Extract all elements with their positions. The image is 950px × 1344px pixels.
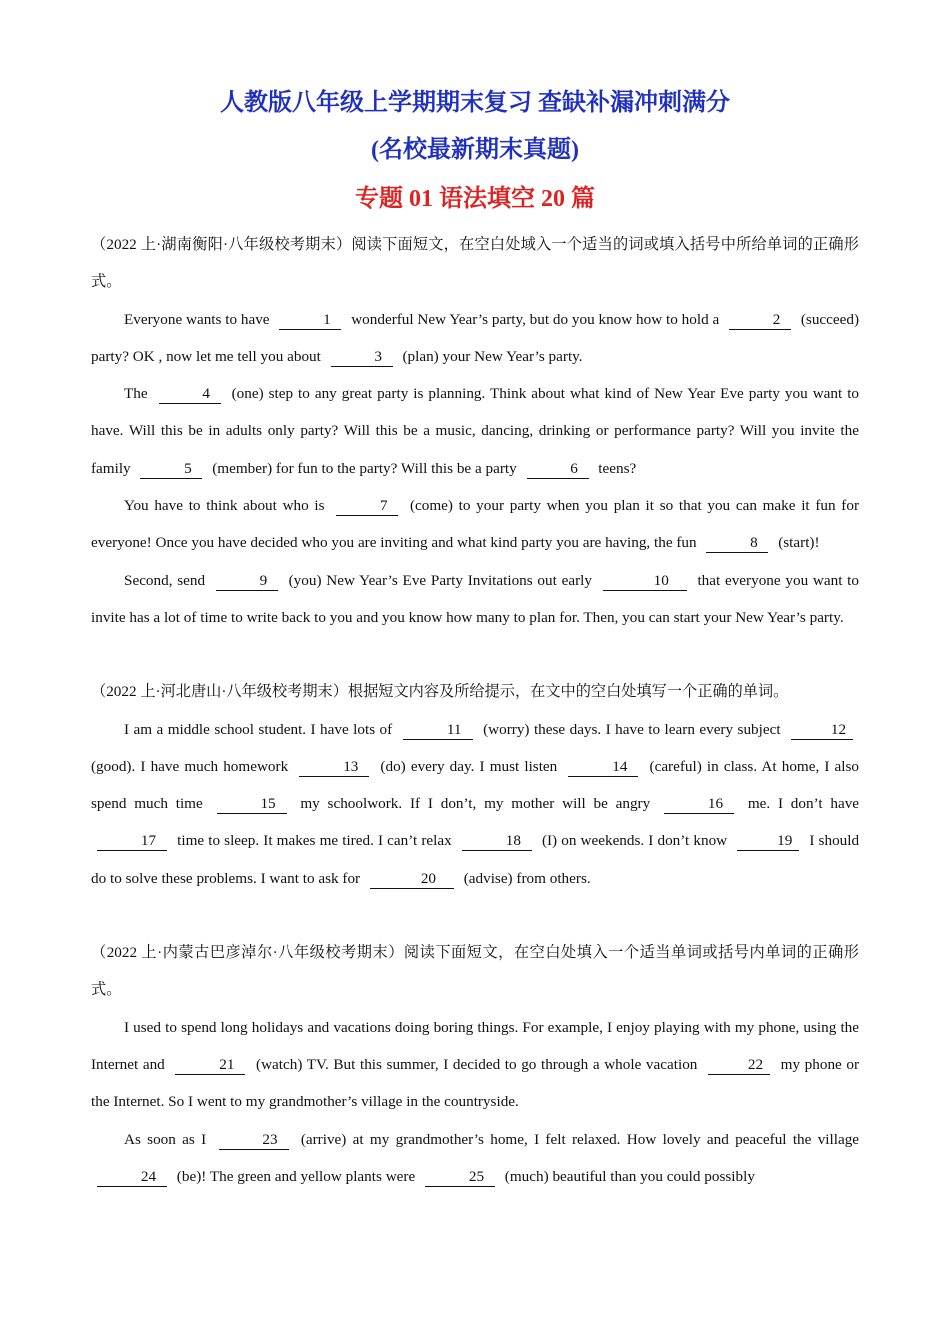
section-1-paragraph-4: Second, send 9 (you) New Year’s Eve Party Invitations out early 10 that everyone you want to invite has a lot of time to write back to you and you know how many to plan for. Then, you can start your New Year’s party.: [91, 571, 859, 626]
blank-15: 15: [217, 795, 287, 814]
section-1-paragraph-1: Everyone wants to have 1 wonderful New Year’s party, but do you know how to hold a 2 (succeed) party? OK , now let me tell you about 3 (plan) your New Year’s party.: [91, 310, 860, 365]
blank-21: 21: [175, 1056, 245, 1075]
main-title: 人教版八年级上学期期末复习 查缺补漏冲刺满分: [220, 90, 730, 116]
document-body: [91, 226, 859, 1195]
section-3-source: （2022 上·内蒙古巴彦淖尔·八年级校考期末）阅读下面短文，在空白处填入一个适当单词或括号内单词的正确形式。: [91, 944, 859, 999]
section-1-paragraph-2: The 4 (one) step to any great party is planning. Think about what kind of New Year Eve party you want to have. Will this be in adults only party? Will this be a music, dancing, drinking or performance party? Will you invite the family 5 (member) for fun to the party? Will this be a party 6 teens?: [91, 385, 860, 477]
section-3-paragraph-1: I used to spend long holidays and vacations doing boring things. For example, I enjoy playing with my phone, using the Internet and 21 (watch) TV. But this summer, I decided to go through a whole vacation 22 my phone or the Internet. So I went to my grandmother’s village in the countryside.: [91, 1018, 860, 1111]
blank-20: 20: [370, 870, 454, 889]
blank-11: 11: [403, 721, 473, 740]
topic-title: 专题 01 语法填空 20 篇: [355, 186, 595, 212]
blank-18: 18: [462, 832, 532, 851]
sub-title: (名校最新期末真题): [371, 137, 579, 163]
blank-10: 10: [603, 572, 687, 591]
blank-3: 3: [331, 348, 393, 367]
blank-5: 5: [140, 460, 202, 479]
blank-16: 16: [664, 795, 734, 814]
blank-2: 2: [729, 311, 791, 330]
blank-22: 22: [708, 1056, 770, 1075]
section-gap: [91, 897, 859, 934]
section-2-paragraph-1: I am a middle school student. I have lots of 11 (worry) these days. I have to learn every subject 12 (good). I have much homework 13 (do) every day. I must listen 14 (careful) in class. At home, I also spend much time 15 my schoolwork. If I don’t, my mother will be angry 16 me. I don’t have 17 time to sleep. It makes me tired. I can’t relax 18 (I) on weekends. I don’t know 19 I should do to solve these problems. I want to ask for 20 (advise) from others.: [91, 720, 860, 887]
blank-24: 24: [97, 1168, 167, 1187]
blank-6: 6: [527, 460, 589, 479]
blank-8: 8: [706, 534, 768, 553]
blank-9: 9: [216, 572, 278, 591]
blank-13: 13: [299, 758, 369, 777]
blank-4: 4: [159, 385, 221, 404]
blank-14: 14: [568, 758, 638, 777]
section-2-source: （2022 上·河北唐山·八年级校考期末）根据短文内容及所给提示，在文中的空白处填写一个正确的单词。: [91, 683, 789, 701]
blank-1: 1: [279, 311, 341, 330]
blank-23: 23: [219, 1131, 289, 1150]
section-1-paragraph-3: You have to think about who is 7 (come) to your party when you plan it so that you can make it fun for everyone! Once you have decided who you are inviting and what kind party you are having, the fun 8 (start)!: [91, 497, 859, 552]
section-3-paragraph-2: As soon as I 23 (arrive) at my grandmother’s home, I felt relaxed. How lovely and peaceful the village 24 (be)! The green and yellow plants were 25 (much) beautiful than you could possibly: [91, 1121, 859, 1196]
blank-12: 12: [791, 721, 853, 740]
blank-25: 25: [425, 1168, 495, 1187]
blank-19: 19: [737, 832, 799, 851]
section-gap: [91, 636, 859, 673]
section-1-source: （2022 上·湖南衡阳·八年级校考期末）阅读下面短文，在空白处域入一个适当的词或填入括号中所给单词的正确形式。: [91, 236, 859, 291]
blank-17: 17: [97, 832, 167, 851]
blank-7: 7: [336, 497, 398, 516]
